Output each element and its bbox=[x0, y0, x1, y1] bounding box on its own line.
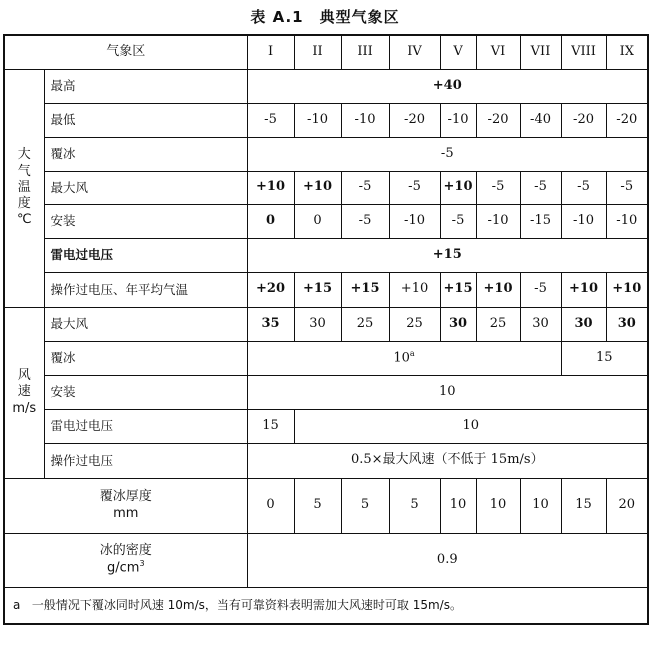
table-row bbox=[4, 103, 648, 137]
cell: +10 bbox=[294, 171, 341, 204]
cell: 0 bbox=[247, 478, 294, 533]
row-label: 操作过电压 bbox=[44, 443, 247, 478]
cell: +10 bbox=[606, 272, 648, 307]
table-row bbox=[4, 171, 648, 204]
row-label: 最低 bbox=[44, 103, 247, 137]
cell: +10 bbox=[440, 171, 476, 204]
cell: +10 bbox=[389, 272, 440, 307]
header-corner: 气象区 bbox=[4, 35, 247, 69]
cell: 0 bbox=[294, 204, 341, 238]
footnote-ref: a bbox=[409, 349, 415, 359]
cell: 30 bbox=[440, 307, 476, 341]
cell: -5 bbox=[520, 272, 561, 307]
cell: -10 bbox=[561, 204, 606, 238]
header-col-4: IV bbox=[389, 35, 440, 69]
footnote bbox=[4, 587, 648, 624]
cell: 30 bbox=[561, 307, 606, 341]
cell: 35 bbox=[247, 307, 294, 341]
cell: 25 bbox=[341, 307, 389, 341]
cell: -10 bbox=[440, 103, 476, 137]
header-col-1: I bbox=[247, 35, 294, 69]
cell: +10 bbox=[561, 272, 606, 307]
cell: -10 bbox=[476, 204, 520, 238]
row-label: 雷电过电压 bbox=[44, 409, 247, 443]
cell: -20 bbox=[389, 103, 440, 137]
table-row bbox=[4, 204, 648, 238]
table-row bbox=[4, 307, 648, 341]
ice-thickness-label: 覆冰厚度 mm bbox=[4, 478, 247, 533]
merged-value: 0.9 bbox=[247, 533, 648, 587]
cell: -10 bbox=[389, 204, 440, 238]
cell: 0 bbox=[247, 204, 294, 238]
cell: 30 bbox=[294, 307, 341, 341]
table-row bbox=[4, 238, 648, 272]
header-col-6: VI bbox=[476, 35, 520, 69]
merged-value: -5 bbox=[247, 137, 648, 171]
cell: -10 bbox=[294, 103, 341, 137]
header-col-2: II bbox=[294, 35, 341, 69]
meteorological-zone-table bbox=[3, 34, 649, 625]
cell: +15 bbox=[341, 272, 389, 307]
cell: 5 bbox=[341, 478, 389, 533]
cell: +10 bbox=[247, 171, 294, 204]
table-row bbox=[4, 375, 648, 409]
merged-value: +40 bbox=[247, 69, 648, 103]
merged-value: +15 bbox=[247, 238, 648, 272]
cell: -5 bbox=[561, 171, 606, 204]
row-label: 安装 bbox=[44, 375, 247, 409]
cell: -5 bbox=[476, 171, 520, 204]
cell: 30 bbox=[606, 307, 648, 341]
merged-value: 10 bbox=[294, 409, 648, 443]
cell: +20 bbox=[247, 272, 294, 307]
temperature-group-label: 大 气 温 度 ℃ bbox=[4, 69, 44, 307]
merged-value: 15 bbox=[561, 341, 648, 375]
table-row bbox=[4, 443, 648, 478]
table-title: 表 A.1 典型气象区 bbox=[250, 8, 400, 26]
header-col-7: VII bbox=[520, 35, 561, 69]
cell: 10 bbox=[476, 478, 520, 533]
header-col-8: VIII bbox=[561, 35, 606, 69]
table-row bbox=[4, 69, 648, 103]
cell: 5 bbox=[389, 478, 440, 533]
cell: 10 bbox=[440, 478, 476, 533]
cell: 25 bbox=[476, 307, 520, 341]
header-col-3: III bbox=[341, 35, 389, 69]
table-row bbox=[4, 478, 648, 533]
footnote-row bbox=[4, 587, 648, 624]
row-label: 覆冰 bbox=[44, 341, 247, 375]
cell: 30 bbox=[520, 307, 561, 341]
cell: -20 bbox=[561, 103, 606, 137]
cell: +15 bbox=[440, 272, 476, 307]
cell: 5 bbox=[294, 478, 341, 533]
header-col-5: V bbox=[440, 35, 476, 69]
row-label: 雷电过电压 bbox=[44, 238, 247, 272]
cell: +10 bbox=[476, 272, 520, 307]
footnote-marker: a bbox=[13, 597, 21, 612]
table-row bbox=[4, 137, 648, 171]
cell: 25 bbox=[389, 307, 440, 341]
header-col-9: IX bbox=[606, 35, 648, 69]
table-row bbox=[4, 409, 648, 443]
cell: -5 bbox=[341, 171, 389, 204]
wind-group-label: 风 速 m/s bbox=[4, 307, 44, 478]
merged-value: 0.5×最大风速（不低于 15m/s） bbox=[247, 443, 648, 478]
row-label: 操作过电压、年平均气温 bbox=[44, 272, 247, 307]
table-row bbox=[4, 533, 648, 587]
cell: -5 bbox=[247, 103, 294, 137]
cell: 15 bbox=[247, 409, 294, 443]
cell: -20 bbox=[606, 103, 648, 137]
cell: -10 bbox=[341, 103, 389, 137]
footnote-text: 一般情况下覆冰同时风速 10m/s，当有可靠资料表明需加大风速时可取 15m/s。 bbox=[31, 597, 462, 612]
cell: +15 bbox=[294, 272, 341, 307]
cell: -5 bbox=[389, 171, 440, 204]
row-label: 最高 bbox=[44, 69, 247, 103]
table-row bbox=[4, 341, 648, 375]
cell: -15 bbox=[520, 204, 561, 238]
ice-density-label: 冰的密度 $g/cm^3$ bbox=[4, 533, 247, 587]
cell: -5 bbox=[520, 171, 561, 204]
table-row bbox=[4, 272, 648, 307]
row-label: 安装 bbox=[44, 204, 247, 238]
cell: 20 bbox=[606, 478, 648, 533]
merged-value: 10 bbox=[247, 375, 648, 409]
cell: -10 bbox=[606, 204, 648, 238]
cell: -5 bbox=[440, 204, 476, 238]
row-label: 最大风 bbox=[44, 171, 247, 204]
row-label: 覆冰 bbox=[44, 137, 247, 171]
cell: -20 bbox=[476, 103, 520, 137]
header-row bbox=[4, 35, 648, 69]
cell: 15 bbox=[561, 478, 606, 533]
merged-value: 10$^a$ bbox=[247, 341, 561, 375]
cell: -5 bbox=[341, 204, 389, 238]
cell: 10 bbox=[520, 478, 561, 533]
cell: -5 bbox=[606, 171, 648, 204]
row-label: 最大风 bbox=[44, 307, 247, 341]
cell: -40 bbox=[520, 103, 561, 137]
